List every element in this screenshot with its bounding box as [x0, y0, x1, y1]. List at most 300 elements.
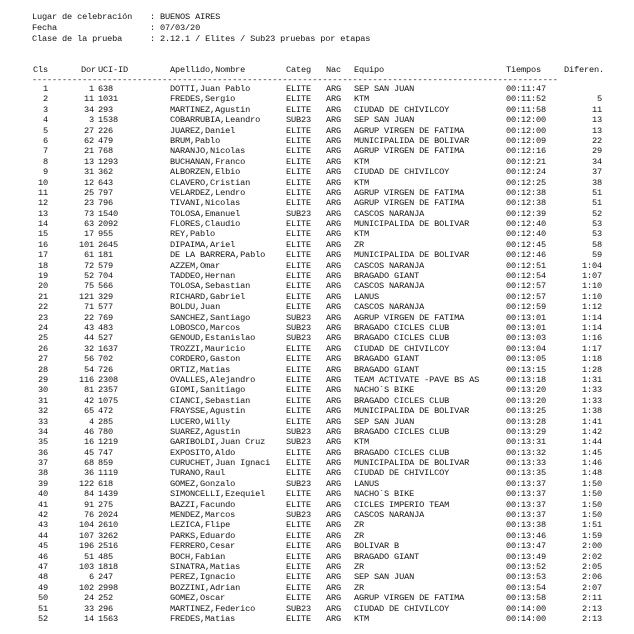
- cell-diff: 52: [591, 208, 602, 219]
- cell-uci: 704: [98, 271, 114, 282]
- table-row: [0, 385, 634, 395]
- cell-uci: 252: [98, 593, 114, 604]
- cell-team: CASCOS NARANJA: [354, 260, 425, 271]
- cell-time: 00:12:51: [506, 260, 547, 271]
- cell-name: MARTINEZ,Federico: [170, 603, 256, 614]
- cell-time: 00:13:53: [506, 572, 547, 583]
- table-row: [0, 188, 634, 198]
- cell-cls: 41: [37, 499, 48, 510]
- cell-nac: ARG: [326, 447, 342, 458]
- table-row: [0, 271, 634, 281]
- cell-cls: 29: [37, 374, 48, 385]
- cell-time: 00:12:39: [506, 208, 547, 219]
- table-row: [0, 604, 634, 614]
- cell-cat: SUB23: [286, 115, 312, 126]
- cell-team: MUNICIPALIDA DE BOLIVAR: [354, 406, 470, 417]
- race-class-line: Clase de la prueba : 2.12.1 / Elites / Sub23 pruebas por etapas: [32, 34, 371, 44]
- cell-cls: 2: [42, 94, 48, 105]
- cell-name: GARIBOLDI,Juan Cruz: [170, 437, 266, 448]
- cell-uci: 566: [98, 281, 114, 292]
- cell-nac: ARG: [326, 416, 342, 427]
- cell-cat: SUB23: [286, 510, 312, 521]
- col-category-header: Categ: [286, 65, 312, 75]
- cell-cat: ELITE: [286, 177, 312, 188]
- cell-team: AGRUP VIRGEN DE FATIMA: [354, 187, 465, 198]
- cell-dor: 25: [83, 187, 94, 198]
- table-row: [0, 333, 634, 343]
- cell-team: BRAGADO GIANT: [354, 271, 420, 282]
- cell-team: MUNICIPALIDA DE BOLIVAR: [354, 458, 470, 469]
- cell-cls: 30: [37, 385, 48, 396]
- cell-dor: 122: [78, 478, 94, 489]
- cell-dor: 72: [83, 260, 94, 271]
- cell-time: 00:13:49: [506, 551, 547, 562]
- cell-dor: 12: [83, 177, 94, 188]
- cell-cat: ELITE: [286, 395, 312, 406]
- cell-dor: 11: [83, 94, 94, 105]
- table-row: [0, 479, 634, 489]
- table-row: [0, 198, 634, 208]
- table-row: [0, 261, 634, 271]
- cell-cat: ELITE: [286, 125, 312, 136]
- cell-time: 00:12:38: [506, 187, 547, 198]
- cell-nac: ARG: [326, 115, 342, 126]
- cell-uci: 2998: [98, 582, 119, 593]
- table-row: [0, 313, 634, 323]
- cell-name: PEREZ,Ignacio: [170, 572, 236, 583]
- cell-dor: 24: [83, 593, 94, 604]
- cell-uci: 485: [98, 551, 114, 562]
- cell-team: KTM: [354, 437, 370, 448]
- cell-team: CIUDAD DE CHIVILCOY: [354, 603, 450, 614]
- cell-diff: 1:45: [581, 447, 602, 458]
- table-row: [0, 448, 634, 458]
- cell-team: ZR: [354, 530, 365, 541]
- header-divider: ---------------------------------------------------------------------------------------------------------: [32, 75, 558, 83]
- cell-time: 00:12:09: [506, 135, 547, 146]
- cell-cls: 51: [37, 603, 48, 614]
- cell-dor: 68: [83, 458, 94, 469]
- cell-team: SEP SAN JUAN: [354, 84, 415, 94]
- cell-nac: ARG: [326, 291, 342, 302]
- cell-name: NARANJO,Nicolas: [170, 146, 246, 157]
- cell-diff: 1:14: [581, 312, 602, 323]
- cell-time: 00:13:20: [506, 395, 547, 406]
- cell-cls: 9: [42, 167, 48, 178]
- cell-time: 00:12:54: [506, 271, 547, 282]
- table-row: [0, 437, 634, 447]
- cell-time: 00:13:33: [506, 458, 547, 469]
- cell-diff: 29: [591, 146, 602, 157]
- cell-time: 00:12:46: [506, 250, 547, 261]
- cell-time: 00:12:21: [506, 156, 547, 167]
- cell-uci: 247: [98, 572, 114, 583]
- cell-dor: 54: [83, 364, 94, 375]
- cell-cls: 25: [37, 333, 48, 344]
- cell-cat: ELITE: [286, 406, 312, 417]
- cell-cls: 16: [37, 239, 48, 250]
- cell-diff: 1:28: [581, 364, 602, 375]
- cell-cat: ELITE: [286, 198, 312, 209]
- cell-cat: SUB23: [286, 603, 312, 614]
- cell-uci: 3262: [98, 530, 119, 541]
- cell-cls: 35: [37, 437, 48, 448]
- cell-nac: ARG: [326, 312, 342, 323]
- cell-nac: ARG: [326, 135, 342, 146]
- cell-cat: ELITE: [286, 94, 312, 105]
- cell-team: BRAGADO CICLES CLUB: [354, 322, 450, 333]
- table-row: [0, 354, 634, 364]
- venue-value: BUENOS AIRES: [160, 12, 221, 22]
- cell-dor: 102: [78, 582, 94, 593]
- cell-name: BOLDU,Juan: [170, 302, 221, 313]
- cell-diff: 5: [596, 94, 602, 105]
- cell-cat: ELITE: [286, 343, 312, 354]
- table-row: [0, 562, 634, 572]
- venue-line: Lugar de celebración : BUENOS AIRES: [32, 12, 221, 22]
- table-row: [0, 84, 634, 94]
- table-row: [0, 229, 634, 239]
- cell-nac: ARG: [326, 177, 342, 188]
- cell-uci: 859: [98, 458, 114, 469]
- cell-dor: 27: [83, 125, 94, 136]
- cell-cls: 10: [37, 177, 48, 188]
- cell-cat: ELITE: [286, 135, 312, 146]
- cell-cat: ELITE: [286, 167, 312, 178]
- cell-name: TADDEO,Hernan: [170, 271, 236, 282]
- table-row: [0, 541, 634, 551]
- cell-name: TURANO,Raul: [170, 468, 226, 479]
- cell-team: CASCOS NARANJA: [354, 281, 425, 292]
- cell-time: 00:13:15: [506, 364, 547, 375]
- cell-team: CICLES IMPERIO TEAM: [354, 499, 450, 510]
- cell-dor: 61: [83, 250, 94, 261]
- cell-name: MENDEZ,Marcos: [170, 510, 236, 521]
- cell-cls: 13: [37, 208, 48, 219]
- cell-dor: 103: [78, 561, 94, 572]
- cell-time: 00:11:47: [506, 84, 547, 94]
- cell-time: 00:13:20: [506, 385, 547, 396]
- cell-nac: ARG: [326, 582, 342, 593]
- cell-uci: 579: [98, 260, 114, 271]
- date-label: Fecha: [32, 23, 58, 33]
- cell-uci: 1540: [98, 208, 119, 219]
- cell-dor: 21: [83, 146, 94, 157]
- cell-diff: 1:17: [581, 343, 602, 354]
- cell-uci: 769: [98, 312, 114, 323]
- cell-name: CORDERO,Gaston: [170, 354, 241, 365]
- cell-diff: 1:59: [581, 530, 602, 541]
- cell-cat: ELITE: [286, 385, 312, 396]
- cell-team: CIUDAD DE CHIVILCOY: [354, 167, 450, 178]
- cell-diff: 1:31: [581, 374, 602, 385]
- cell-time: 00:12:40: [506, 219, 547, 230]
- cell-name: BAZZI,Facundo: [170, 499, 236, 510]
- table-row: [0, 94, 634, 104]
- cell-name: OVALLES,Alejandro: [170, 374, 256, 385]
- cell-cat: SUB23: [286, 478, 312, 489]
- cell-time: 00:11:58: [506, 104, 547, 115]
- cell-time: 00:13:01: [506, 312, 547, 323]
- cell-team: KTM: [354, 94, 370, 105]
- cell-uci: 483: [98, 322, 114, 333]
- cell-cat: ELITE: [286, 156, 312, 167]
- cell-diff: 37: [591, 167, 602, 178]
- cell-dor: 76: [83, 510, 94, 521]
- cell-cls: 31: [37, 395, 48, 406]
- table-row: [0, 126, 634, 136]
- cell-team: CASCOS NARANJA: [354, 302, 425, 313]
- cell-uci: 1219: [98, 437, 119, 448]
- cell-time: 00:13:01: [506, 322, 547, 333]
- race-class-value: 2.12.1 / Elites / Sub23 pruebas por etapas: [160, 34, 371, 44]
- cell-name: DIPAIMA,Ariel: [170, 239, 236, 250]
- cell-time: 00:13:46: [506, 530, 547, 541]
- col-uci-header: UCI-ID: [98, 65, 129, 75]
- cell-cat: ELITE: [286, 416, 312, 427]
- cell-nac: ARG: [326, 302, 342, 313]
- cell-nac: ARG: [326, 406, 342, 417]
- cell-diff: 1:38: [581, 406, 602, 417]
- cell-name: ALBORZEN,Elbio: [170, 167, 241, 178]
- race-class-label: Clase de la prueba: [32, 34, 123, 44]
- cell-time: 00:13:38: [506, 520, 547, 531]
- cell-diff: 53: [591, 219, 602, 230]
- cell-name: GOMEZ,Oscar: [170, 593, 226, 604]
- cell-cat: ELITE: [286, 551, 312, 562]
- cell-diff: 1:50: [581, 499, 602, 510]
- cell-uci: 527: [98, 333, 114, 344]
- col-dor-header: Dor: [80, 65, 96, 75]
- cell-diff: 13: [591, 125, 602, 136]
- cell-diff: 13: [591, 115, 602, 126]
- cell-cls: 38: [37, 468, 48, 479]
- cell-time: 00:13:28: [506, 416, 547, 427]
- cell-cat: ELITE: [286, 250, 312, 261]
- table-row: [0, 531, 634, 541]
- cell-diff: 1:14: [581, 322, 602, 333]
- cell-dor: 107: [78, 530, 94, 541]
- table-row: [0, 417, 634, 427]
- cell-name: FERRERO,Cesar: [170, 541, 236, 552]
- cell-name: BOZZINI,Adrian: [170, 582, 241, 593]
- cell-cls: 17: [37, 250, 48, 261]
- cell-uci: 2645: [98, 239, 119, 250]
- table-row: [0, 375, 634, 385]
- cell-diff: 38: [591, 177, 602, 188]
- cell-nac: ARG: [326, 572, 342, 583]
- cell-dor: 84: [83, 489, 94, 500]
- cell-name: SINATRA,Matias: [170, 561, 241, 572]
- table-row: [0, 406, 634, 416]
- cell-diff: 34: [591, 156, 602, 167]
- cell-name: SUAREZ,Agustin: [170, 426, 241, 437]
- cell-time: 00:12:57: [506, 291, 547, 302]
- cell-name: TOLOSA,Emanuel: [170, 208, 241, 219]
- cell-uci: 796: [98, 198, 114, 209]
- cell-cls: 20: [37, 281, 48, 292]
- cell-team: ZR: [354, 582, 365, 593]
- cell-uci: 2308: [98, 374, 119, 385]
- cell-uci: 1075: [98, 395, 119, 406]
- venue-label: Lugar de celebración: [32, 12, 133, 22]
- cell-name: LEZICA,Flipe: [170, 520, 231, 531]
- cell-time: 00:12:25: [506, 177, 547, 188]
- cell-cls: 40: [37, 489, 48, 500]
- cell-dor: 34: [83, 104, 94, 115]
- cell-time: 00:13:37: [506, 510, 547, 521]
- table-row: [0, 396, 634, 406]
- cell-name: CIANCI,Sebastian: [170, 395, 251, 406]
- cell-dor: 81: [83, 385, 94, 396]
- cell-nac: ARG: [326, 250, 342, 261]
- cell-time: 00:13:52: [506, 561, 547, 572]
- cell-dor: 23: [83, 198, 94, 209]
- cell-dor: 116: [78, 374, 94, 385]
- cell-diff: 59: [591, 250, 602, 261]
- cell-team: SEP SAN JUAN: [354, 572, 415, 583]
- cell-time: 00:13:29: [506, 426, 547, 437]
- cell-team: AGRUP VIRGEN DE FATIMA: [354, 593, 465, 604]
- cell-time: 00:13:04: [506, 343, 547, 354]
- cell-dor: 46: [83, 426, 94, 437]
- col-time-header: Tiempos: [506, 65, 542, 75]
- cell-time: 00:13:37: [506, 478, 547, 489]
- cell-uci: 643: [98, 177, 114, 188]
- cell-uci: 275: [98, 499, 114, 510]
- cell-dor: 62: [83, 135, 94, 146]
- cell-time: 00:14:00: [506, 603, 547, 614]
- cell-uci: 577: [98, 302, 114, 313]
- cell-cls: 45: [37, 541, 48, 552]
- cell-team: MUNICIPALIDA DE BOLIVAR: [354, 219, 470, 230]
- table-row: [0, 136, 634, 146]
- cell-uci: 1031: [98, 94, 119, 105]
- cell-nac: ARG: [326, 167, 342, 178]
- cell-cat: ELITE: [286, 447, 312, 458]
- cell-name: LOBOSCO,Marcos: [170, 322, 241, 333]
- cell-cat: ELITE: [286, 613, 312, 624]
- cell-diff: 11: [591, 104, 602, 115]
- cell-team: AGRUP VIRGEN DE FATIMA: [354, 125, 465, 136]
- cell-name: ORTIZ,Matias: [170, 364, 231, 375]
- cell-diff: 2:07: [581, 582, 602, 593]
- cell-nac: ARG: [326, 354, 342, 365]
- table-row: [0, 614, 634, 624]
- cell-cat: ELITE: [286, 499, 312, 510]
- cell-cls: 46: [37, 551, 48, 562]
- cell-nac: ARG: [326, 478, 342, 489]
- cell-dor: 4: [88, 416, 94, 427]
- cell-uci: 285: [98, 416, 114, 427]
- cell-diff: 1:50: [581, 478, 602, 489]
- cell-uci: 1119: [98, 468, 119, 479]
- cell-diff: 2:02: [581, 551, 602, 562]
- cell-cls: 14: [37, 219, 48, 230]
- cell-cls: 21: [37, 291, 48, 302]
- cell-nac: ARG: [326, 343, 342, 354]
- cell-uci: 479: [98, 135, 114, 146]
- cell-name: GOMEZ,Gonzalo: [170, 478, 236, 489]
- cell-cls: 44: [37, 530, 48, 541]
- cell-diff: 51: [591, 198, 602, 209]
- cell-uci: 955: [98, 229, 114, 240]
- cell-nac: ARG: [326, 530, 342, 541]
- cell-nac: ARG: [326, 458, 342, 469]
- table-row: [0, 583, 634, 593]
- cell-cls: 52: [37, 613, 48, 624]
- cell-diff: 1:33: [581, 385, 602, 396]
- cell-cat: SUB23: [286, 322, 312, 333]
- cell-nac: ARG: [326, 374, 342, 385]
- cell-name: DOTTI,Juan Pablo: [170, 84, 251, 94]
- table-row: [0, 552, 634, 562]
- table-row: [0, 146, 634, 156]
- cell-team: LANUS: [354, 291, 380, 302]
- cell-name: RICHARD,Gabriel: [170, 291, 246, 302]
- cell-time: 00:14:00: [506, 613, 547, 624]
- date-value: 07/03/20: [160, 23, 201, 33]
- cell-dor: 71: [83, 302, 94, 313]
- cell-name: LUCERO,Willy: [170, 416, 231, 427]
- cell-team: NACHO`S BIKE: [354, 489, 415, 500]
- cell-uci: 638: [98, 84, 114, 94]
- cell-cat: ELITE: [286, 530, 312, 541]
- cell-cls: 33: [37, 416, 48, 427]
- cell-dor: 65: [83, 406, 94, 417]
- cell-cat: ELITE: [286, 489, 312, 500]
- cell-nac: ARG: [326, 499, 342, 510]
- cell-cls: 7: [42, 146, 48, 157]
- cell-uci: 1293: [98, 156, 119, 167]
- cell-time: 00:13:25: [506, 406, 547, 417]
- cell-time: 00:12:38: [506, 198, 547, 209]
- cell-diff: 1:50: [581, 489, 602, 500]
- cell-dor: 36: [83, 468, 94, 479]
- cell-cat: ELITE: [286, 260, 312, 271]
- table-row: [0, 167, 634, 177]
- cell-time: 00:13:18: [506, 374, 547, 385]
- cell-nac: ARG: [326, 395, 342, 406]
- cell-uci: 747: [98, 447, 114, 458]
- table-row: [0, 115, 634, 125]
- cell-cls: 49: [37, 582, 48, 593]
- cell-uci: 768: [98, 146, 114, 157]
- cell-cat: ELITE: [286, 104, 312, 115]
- cell-team: SEP SAN JUAN: [354, 115, 415, 126]
- cell-uci: 797: [98, 187, 114, 198]
- cell-cat: ELITE: [286, 520, 312, 531]
- cell-nac: ARG: [326, 426, 342, 437]
- cell-time: 00:12:00: [506, 115, 547, 126]
- cell-name: JUAREZ,Daniel: [170, 125, 236, 136]
- cell-dor: 43: [83, 322, 94, 333]
- cell-team: AGRUP VIRGEN DE FATIMA: [354, 312, 465, 323]
- cell-nac: ARG: [326, 187, 342, 198]
- cell-nac: ARG: [326, 385, 342, 396]
- cell-name: BRUM,Pablo: [170, 135, 221, 146]
- cell-uci: 329: [98, 291, 114, 302]
- cell-cat: ELITE: [286, 302, 312, 313]
- cell-nac: ARG: [326, 468, 342, 479]
- cell-nac: ARG: [326, 613, 342, 624]
- table-row: [0, 323, 634, 333]
- cell-diff: 1:18: [581, 354, 602, 365]
- cell-cat: SUB23: [286, 426, 312, 437]
- cell-dor: 22: [83, 312, 94, 323]
- cell-time: 00:11:52: [506, 94, 547, 105]
- cell-cls: 39: [37, 478, 48, 489]
